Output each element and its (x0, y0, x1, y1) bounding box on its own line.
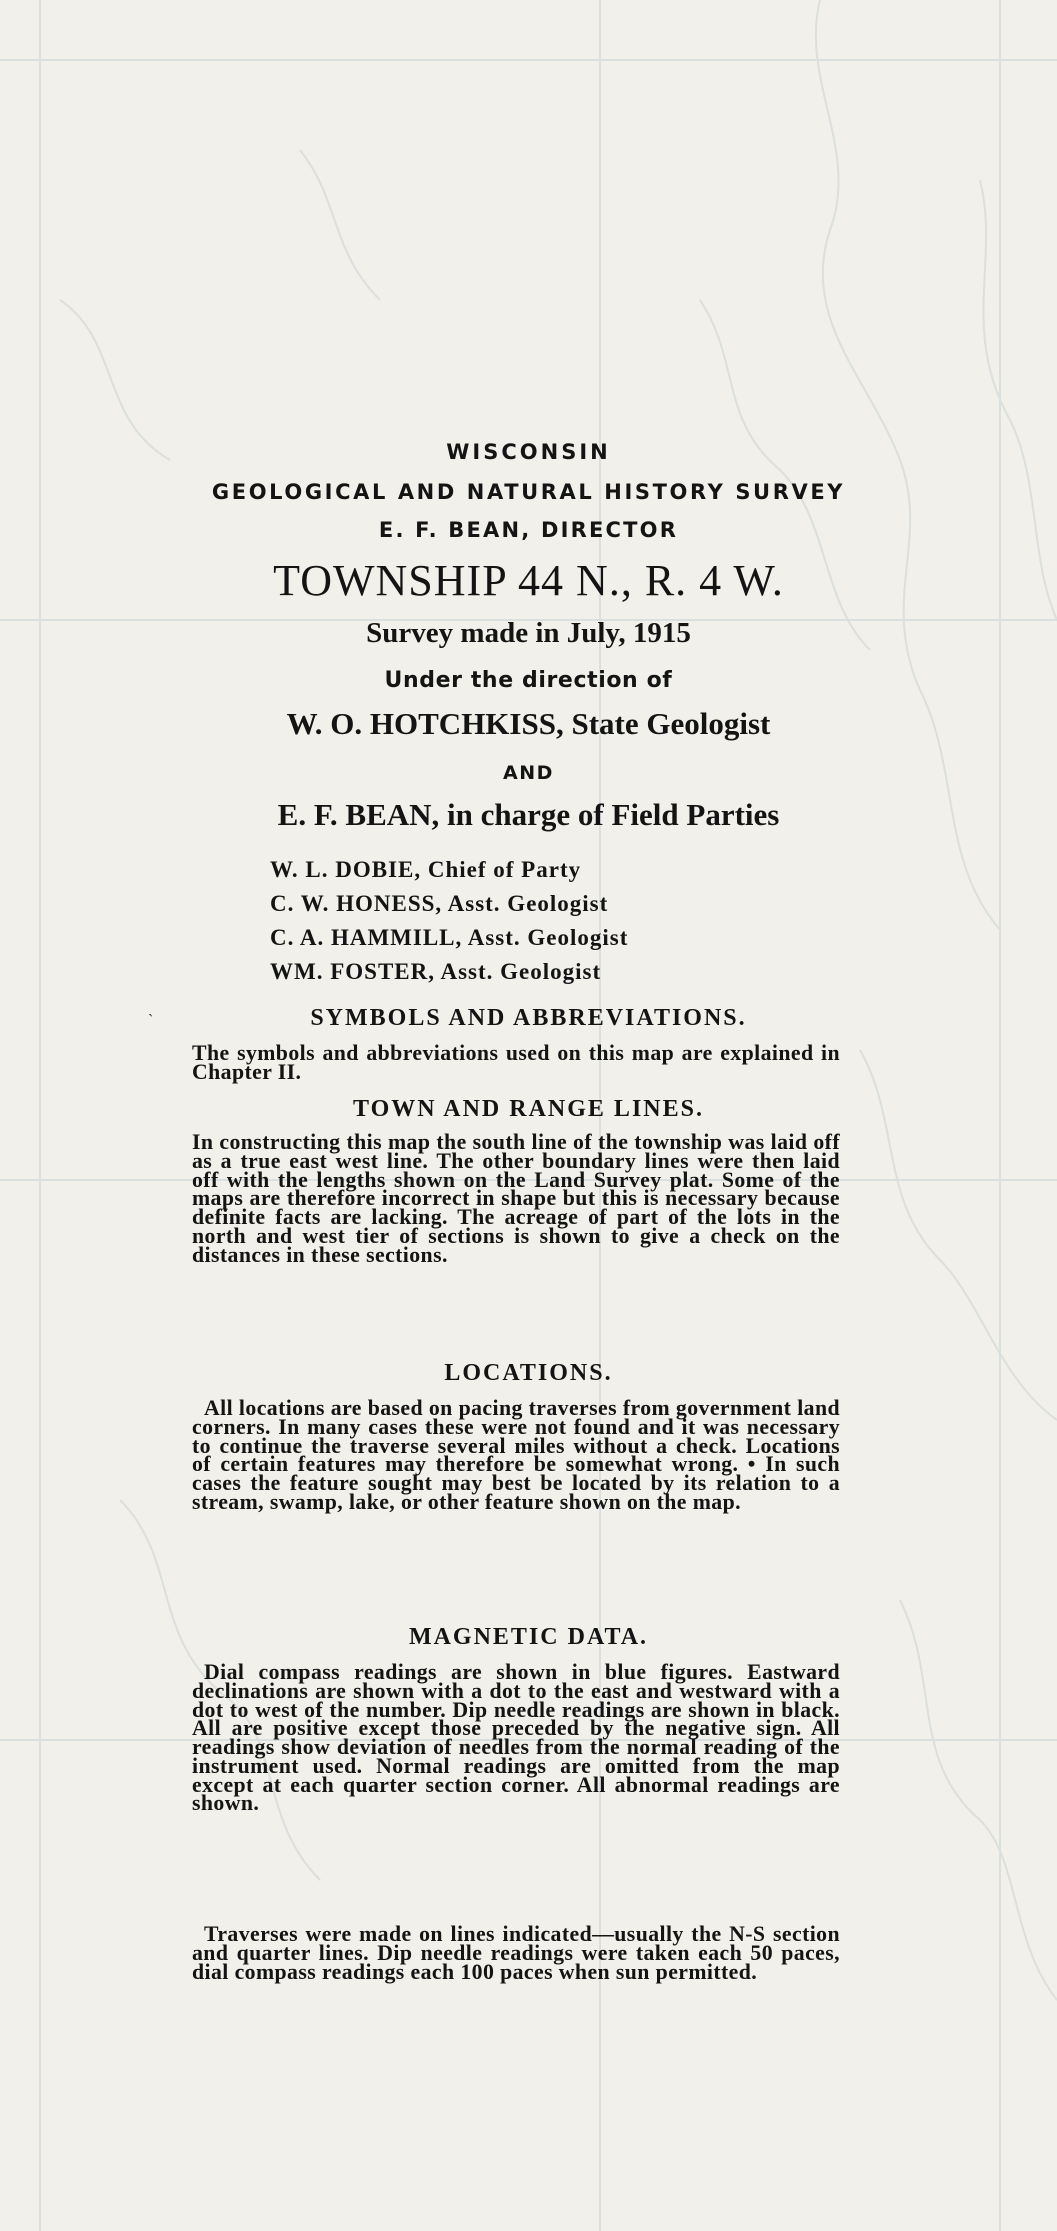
heading-symbols: SYMBOLS AND ABBREVIATIONS. (310, 1005, 747, 1031)
party-member: C. A. HAMMILL, Asst. Geologist (270, 925, 629, 950)
party-member: WM. FOSTER, Asst. Geologist (270, 959, 602, 984)
header-wisconsin: WISCONSIN (446, 440, 611, 464)
paragraph-magnetic-2: Traverses were made on lines indicated—usually the N-S section and quarter lines. Dip needle readings were taken each 50 paces, dial compass readings each 100 paces when sun permitted. (192, 1922, 840, 1984)
heading-magnetic-data: MAGNETIC DATA. (408, 1624, 649, 1650)
party-member: C. W. HONESS, Asst. Geologist (270, 891, 609, 916)
header-survey-name: GEOLOGICAL AND NATURAL HISTORY SURVEY (211, 480, 846, 504)
township-title: TOWNSHIP 44 N., R. 4 W. (273, 556, 784, 605)
and-label: AND (503, 762, 554, 784)
margin-mark: ` (148, 1012, 154, 1029)
heading-town-range: TOWN AND RANGE LINES. (353, 1096, 704, 1122)
direction-label: Under the direction of (384, 668, 673, 693)
heading-locations: LOCATIONS. (444, 1360, 613, 1386)
paragraph-symbols: The symbols and abbreviations used on this map are explained in Chapter II. (192, 1041, 840, 1084)
field-lead: E. F. BEAN, in charge of Field Parties (277, 797, 780, 832)
state-geologist: W. O. HOTCHKISS, State Geologist (286, 706, 771, 741)
paragraph-town-range: In constructing this map the south line of the township was laid off as a true east west line. The other boundary lines were then laid off with the lengths shown on the Land Survey plat. Some of the maps are therefore incorrect in shape but this is necessary because definite facts are lacking. The acreage of part of the lots in the north and west tier of sections is shown to give a check on the distances in these sections. (192, 1130, 840, 1267)
paragraph-magnetic-1: Dial compass readings are shown in blue figures. Eastward declinations are shown with a dot to the east and westward with a dot to west of the number. Dip needle readings are shown in black. All are positive except those preceded by the negative sign. All readings show deviation of needles from the normal reading of the instrument used. Normal readings are omitted from the map except at each quarter section corner. All abnormal readings are shown. (192, 1660, 840, 1816)
header-director: E. F. BEAN, DIRECTOR (378, 518, 679, 542)
paragraph-locations: All locations are based on pacing traverses from government land corners. In many cases these were not found and it was necessary to continue the traverse several miles without a check. Locations of certain features may therefore be somewhat wrong. • In such cases the feature sought may best be located by its relation to a stream, swamp, lake, or other feature shown on the map. (192, 1396, 840, 1514)
survey-date: Survey made in July, 1915 (366, 617, 691, 649)
party-member: W. L. DOBIE, Chief of Party (270, 857, 582, 882)
